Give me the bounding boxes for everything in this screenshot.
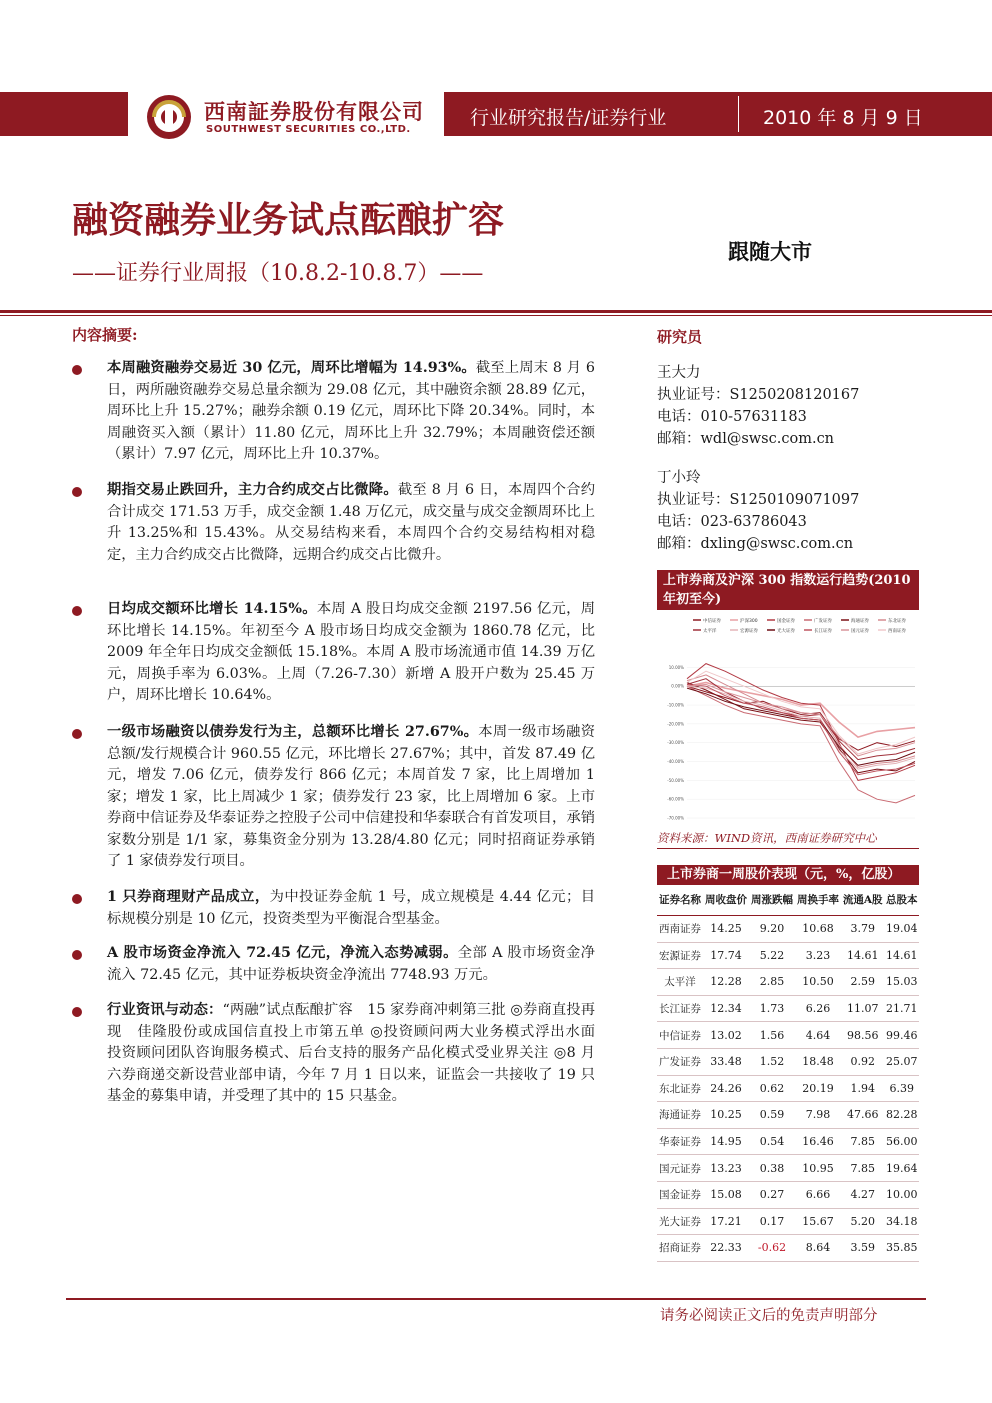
table-cell-name: 长江证券 [657,995,703,1022]
table-cell: 21.71 [884,995,919,1022]
analyst-name: 丁小玲 [657,470,701,486]
analyst-heading: 研究员 [657,328,703,346]
summary-lead: 1 只券商理财产品成立， [107,889,270,905]
legend-label: 中信证券 [703,619,721,624]
table-column-header: 周换手率 [795,885,841,916]
summary-text: 本周一级市场融资总额/发行规模合计 960.55 亿元，环比增长 27.67%；其中，首发 87.49 亿元，增发 7.06 亿元，债券发行 866 亿元；本周首发 7 家，比上周增加 1 家；增发 1 家，比上周减少 1 家；债券发行 23 家，比上周增加 6 家。上市券商中信证券及华泰证券之控股子公司中信建投和华泰联合有首发项目，承销家数分别是 1/1 家，募集资金分别为 13.28/4.80 亿元；同时招商证券承销了 1 家债券发行项目。 [107,724,595,869]
table-cell-name: 东北证券 [657,1075,703,1102]
table-column-header: 周收盘价 [703,885,749,916]
table-cell-name: 华泰证券 [657,1128,703,1155]
stock-table [657,885,919,1262]
y-tick-label: -40.00% [667,759,684,765]
table-cell: 13.02 [703,1022,749,1049]
chart-title: 上市券商及沪深 300 指数运行趋势(2010 年初至今) [657,570,919,610]
table-cell: 0.27 [749,1181,795,1208]
rating: 跟随大市 [728,239,812,264]
table-row [657,1128,919,1155]
table-row [657,1208,919,1235]
table-cell-name: 西南证券 [657,916,703,943]
y-tick-label: -30.00% [667,740,684,746]
table-cell: 6.39 [884,1075,919,1102]
table-cell: 14.95 [703,1128,749,1155]
table-cell: 1.94 [841,1075,884,1102]
table-cell: 33.48 [703,1048,749,1075]
table-cell: 17.21 [703,1208,749,1235]
bullet-icon [72,365,82,375]
table-cell: 2.59 [841,969,884,996]
summary-text: “两融”试点酝酿扩容 15 家券商冲刺第三批 ◎券商直投再现 佳隆股份或成国信直投上市第五单 ◎投资顾问两大业务模式浮出水面 投资顾问团队咨询服务模式、后台支持的服务产品化模式受业界关注 ◎8 月六券商递交新设营业部申请，今年 7 月 1 日以来，证监会一共接收了 19 只基金的募集申请，并受理了其中的 15 只基金。 [107,1002,610,1104]
table-row [657,1048,919,1075]
table-row [657,1102,919,1129]
table-cell: 10.25 [703,1102,749,1129]
table-cell: 7.85 [841,1128,884,1155]
legend-label: 东北证券 [888,619,906,624]
table-cell: 5.20 [841,1208,884,1235]
analyst-email[interactable]: 邮箱：wdl@swsc.com.cn [657,431,835,447]
table-cell: 12.28 [703,969,749,996]
header-divider [738,96,739,132]
footer-rule [66,1298,926,1300]
bullet-icon [72,950,82,960]
table-cell-name: 中信证券 [657,1022,703,1049]
summary-text: 截至上周末 8 月 6 日，两所融资融券交易总量余额为 29.08 亿元，其中融资余额 28.89 亿元，周环比上升 15.27%；融券余额 0.19 亿元，周环比下降 20.34%。同时，本周融资买入额（累计）11.80 亿元，周环比上升 32.79%；本周融资偿还额（累计）7.97 亿元，周环比上升 10.37%。 [107,360,595,462]
table-cell: 11.07 [841,995,884,1022]
table-column-header: 总股本 [884,885,919,916]
summary-item [107,480,595,566]
table-cell-name: 广发证券 [657,1048,703,1075]
legend-label: 国元证券 [851,629,869,634]
table-cell: 22.33 [703,1235,749,1262]
legend-label: 海通证券 [851,619,869,624]
table-cell: 9.20 [749,916,795,943]
y-tick-label: 0.00% [671,683,684,689]
legend-label: 长江证券 [814,629,832,634]
company-name-cn: 西南証券股份有限公司 [204,100,424,124]
summary-item [107,887,595,930]
summary-lead: 期指交易止跌回升，主力合约成交占比微降。 [107,482,398,498]
table-cell: 1.56 [749,1022,795,1049]
y-tick-label: 10.00% [668,664,684,670]
analyst-phone: 电话：023-63786043 [657,514,807,530]
y-tick-label: -60.00% [667,796,684,802]
company-name-en: SOUTHWEST SECURITIES CO.,LTD. [206,124,411,135]
y-tick-label: -20.00% [667,721,684,727]
summary-item [107,599,595,707]
table-row [657,1075,919,1102]
table-cell: 7.85 [841,1155,884,1182]
title-rule [0,310,992,313]
table-cell: 14.25 [703,916,749,943]
company-logo-icon [146,94,192,140]
bullet-icon [72,606,82,616]
summary-lead: 日均成交额环比增长 14.15%。 [107,601,317,617]
summary-lead: 行业资讯与动态： [107,1002,223,1018]
report-type: 行业研究报告/证券行业 [470,107,667,129]
table-cell: 7.98 [795,1102,841,1129]
table-cell: 3.59 [841,1235,884,1262]
y-tick-label: -10.00% [667,702,684,708]
table-row [657,916,919,943]
table-cell: 13.23 [703,1155,749,1182]
summary-item [107,943,595,986]
table-cell: 0.92 [841,1048,884,1075]
analyst-cert: 执业证号：S1250208120167 [657,387,860,403]
table-cell: 14.61 [841,942,884,969]
table-cell: 10.95 [795,1155,841,1182]
analyst-cert: 执业证号：S1250109071097 [657,492,860,508]
table-cell: 0.38 [749,1155,795,1182]
table-cell-name: 招商证券 [657,1235,703,1262]
table-cell: 10.00 [884,1181,919,1208]
table-cell: 0.54 [749,1128,795,1155]
table-cell: 20.19 [795,1075,841,1102]
table-cell-name: 宏源证券 [657,942,703,969]
table-cell: 82.28 [884,1102,919,1129]
table-cell: 3.23 [795,942,841,969]
table-cell: 99.46 [884,1022,919,1049]
table-cell: 35.85 [884,1235,919,1262]
legend-label: 太平洋 [703,629,717,634]
table-cell-name: 光大证券 [657,1208,703,1235]
table-cell: 0.59 [749,1102,795,1129]
legend-label: 光大证券 [777,629,795,634]
report-date: 2010 年 8 月 9 日 [763,107,923,129]
analyst-name: 王大力 [657,365,701,381]
table-cell: 8.64 [795,1235,841,1262]
table-cell: 18.48 [795,1048,841,1075]
table-row [657,942,919,969]
legend-label: 国金证券 [777,619,795,624]
table-cell: 1.52 [749,1048,795,1075]
table-cell: 10.50 [795,969,841,996]
legend-label: 西南证券 [888,629,906,634]
table-cell: 25.07 [884,1048,919,1075]
table-cell-name: 太平洋 [657,969,703,996]
table-cell: -0.62 [749,1235,795,1262]
table-cell-name: 海通证券 [657,1102,703,1129]
table-row [657,995,919,1022]
chart-lines [687,664,915,803]
table-cell: 10.68 [795,916,841,943]
table-cell: 14.61 [884,942,919,969]
chart-y-ticks [667,665,684,821]
legend-label: 广发证券 [814,619,832,624]
summary-text: 本周 A 股日均成交金额 2197.56 亿元，周环比增长 14.15%。年初至今 A 股市场日均成交金额为 1860.78 亿元，比 2009 年全年日均成交金额低 15.18%。本周 A 股市场流通市值 14.39 万亿元，周换手率为 6.03%。上周（7.26-7.30）新增 A 股开户数为 25.45 万户，周环比增长 10.64%。 [107,601,595,703]
y-tick-label: -50.00% [667,777,684,783]
y-tick-label: -70.00% [667,815,684,821]
chart-rule [657,848,919,849]
summary-lead: 本周融资融券交易近 30 亿元，周环比增幅为 14.93%。 [107,360,476,376]
table-cell-name: 国金证券 [657,1181,703,1208]
table-cell: 15.03 [884,969,919,996]
table-cell: 6.26 [795,995,841,1022]
table-cell: 15.67 [795,1208,841,1235]
table-cell: 19.64 [884,1155,919,1182]
table-cell: 56.00 [884,1128,919,1155]
summary-item [107,1000,610,1108]
trend-chart [657,612,919,824]
analyst-email[interactable]: 邮箱：dxling@swsc.com.cn [657,536,854,552]
series-line [687,686,915,803]
summary-text: 为中投证券金航 1 号，成立规模是 4.44 亿元；目标规模分别是 10 亿元，投资类型为平衡混合型基金。 [107,889,595,927]
bullet-icon [72,487,82,497]
table-cell: 24.26 [703,1075,749,1102]
table-cell: 0.62 [749,1075,795,1102]
series-line [687,688,915,765]
table-cell: 15.08 [703,1181,749,1208]
table-cell: 19.04 [884,916,919,943]
table-column-header: 流通A股 [841,885,884,916]
table-cell: 47.66 [841,1102,884,1129]
summary-lead: 一级市场融资以债券发行为主，总额环比增长 27.67%。 [107,724,479,740]
table-row [657,1155,919,1182]
bullet-icon [72,894,82,904]
series-line [687,686,915,769]
legend-label: 沪深300 [740,619,758,624]
table-cell: 34.18 [884,1208,919,1235]
table-header-row [657,885,919,916]
summary-text: 全部 A 股市场资金净流入 72.45 亿元，其中证券板块资金净流出 7748.93 万元。 [107,945,596,983]
summary-heading: 内容摘要: [72,326,138,344]
title-rule-thin [0,315,992,316]
bullet-icon [72,1007,82,1017]
table-cell: 17.74 [703,942,749,969]
table-cell: 6.66 [795,1181,841,1208]
table-cell-name: 国元证券 [657,1155,703,1182]
table-row [657,1235,919,1262]
table-title: 上市券商一周股价表现（元，%，亿股） [657,865,919,885]
table-cell: 0.17 [749,1208,795,1235]
table-cell: 5.22 [749,942,795,969]
table-column-header: 证券名称 [657,885,703,916]
table-cell: 2.85 [749,969,795,996]
table-cell: 4.27 [841,1181,884,1208]
table-row [657,969,919,996]
table-cell: 16.46 [795,1128,841,1155]
table-cell: 3.79 [841,916,884,943]
summary-item [107,722,595,873]
summary-text: 截至 8 月 6 日，本周四个合约合计成交 171.53 万手，成交金额 1.48 万亿元，成交量与成交金额周环比上升 13.25%和 15.43%。从交易结构来看，本周四个合约交易结构相对稳定，主力合约成交占比微降，远期合约成交占比微升。 [107,482,595,563]
table-cell: 98.56 [841,1022,884,1049]
summary-lead: A 股市场资金净流入 72.45 亿元，净流入态势减弱。 [107,945,458,961]
sub-title: ——证券行业周报（10.8.2-10.8.7）—— [72,261,484,286]
legend-label: 宏源证券 [740,629,758,634]
footer-disclaimer: 请务必阅读正文后的免责声明部分 [660,1308,878,1324]
table-column-header: 周涨跌幅 [749,885,795,916]
analyst-phone: 电话：010-57631183 [657,409,807,425]
summary-item [107,358,595,466]
table-cell: 1.73 [749,995,795,1022]
table-row [657,1022,919,1049]
bullet-icon [72,729,82,739]
main-title: 融资融券业务试点酝酿扩容 [72,199,505,241]
chart-source: 资料来源：WIND资讯，西南证券研究中心 [657,831,877,845]
chart-legend [693,617,906,634]
table-cell: 12.34 [703,995,749,1022]
table-row [657,1181,919,1208]
table-cell: 4.64 [795,1022,841,1049]
